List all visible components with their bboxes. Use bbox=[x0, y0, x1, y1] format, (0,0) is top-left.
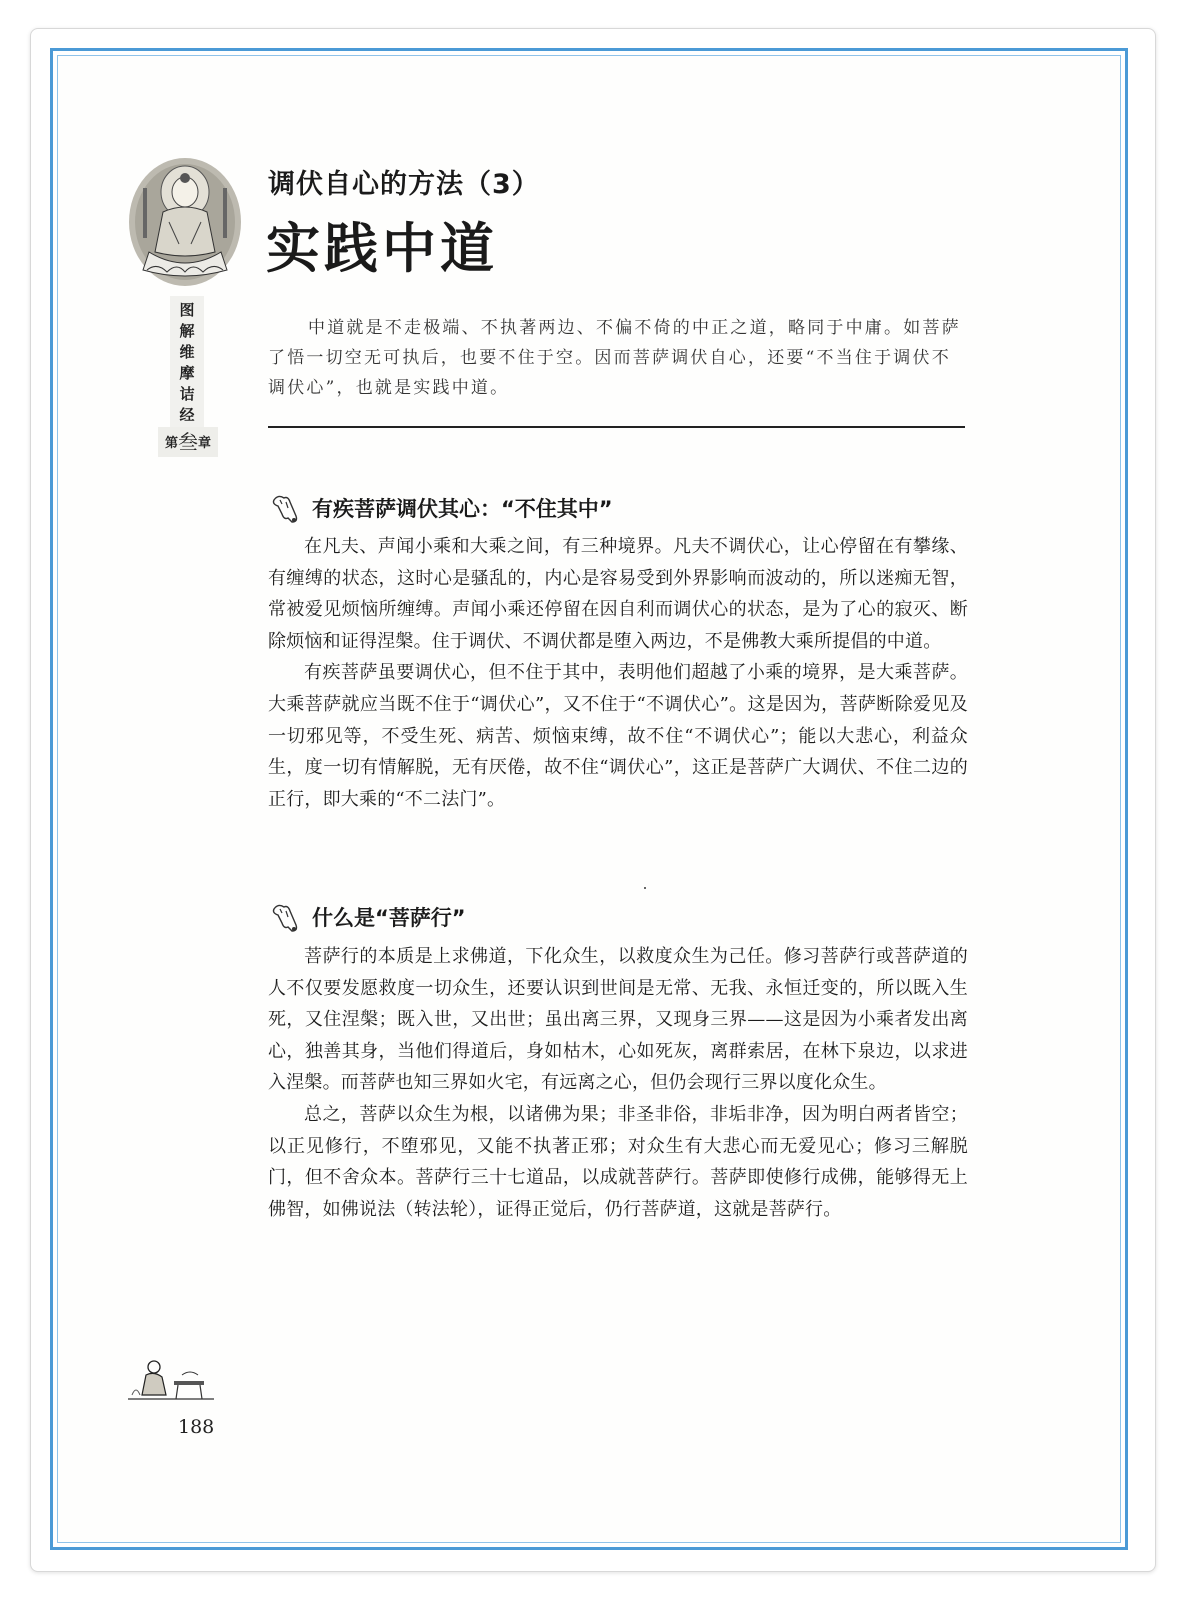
book-title-char: 经 bbox=[179, 406, 195, 424]
book-title-char: 摩 bbox=[179, 364, 195, 382]
section-subtitle: 调伏自心的方法（3） bbox=[268, 169, 540, 200]
page-number: 188 bbox=[178, 1416, 215, 1438]
chapter-suffix: 章 bbox=[198, 436, 212, 451]
section-heading-text: 有疾菩萨调伏其心：“不住其中” bbox=[312, 497, 613, 521]
sage-icon bbox=[270, 492, 304, 526]
scholar-illustration bbox=[124, 1355, 218, 1405]
buddha-illustration bbox=[127, 152, 243, 292]
book-title-vertical bbox=[170, 296, 204, 432]
section-body-2 bbox=[268, 941, 968, 1225]
book-title-char: 解 bbox=[179, 322, 195, 340]
intro-paragraph: 中道就是不走极端、不执著两边、不偏不倚的中正之道，略同于中庸。如菩萨了悟一切空无可执后，也要不住于空。因而菩萨调伏自心，还要“不当住于调伏不调伏心”，也就是实践中道。 bbox=[268, 318, 961, 398]
book-title-char: 图 bbox=[179, 301, 195, 319]
section-heading-text: 什么是“菩萨行” bbox=[312, 906, 466, 930]
divider-rule bbox=[268, 426, 965, 428]
section-body-1 bbox=[268, 531, 968, 815]
book-title-char: 维 bbox=[179, 343, 195, 361]
speck bbox=[644, 887, 646, 889]
body-paragraph: 在凡夫、声闻小乘和大乘之间，有三种境界。凡夫不调伏心，让心停留在有攀缘、有缠缚的状态，这时心是骚乱的，内心是容易受到外界影响而波动的，所以迷痴无智，常被爱见烦恼所缠缚。声闻小乘还停留在因自利而调伏心的状态，是为了心的寂灭、断除烦恼和证得涅槃。住于调伏、不调伏都是堕入两边，不是佛教大乘所提倡的中道。 bbox=[268, 536, 968, 652]
chapter-prefix: 第 bbox=[164, 436, 178, 451]
body-paragraph: 总之，菩萨以众生为根，以诸佛为果；非圣非俗，非垢非净，因为明白两者皆空；以正见修行，不堕邪见，又能不执著正邪；对众生有大悲心而无爱见心；修习三解脱门，但不舍众本。菩萨行三十七道品，以成就菩萨行。菩萨即使修行成佛，能够得无上佛智，如佛说法（转法轮），证得正觉后，仍行菩萨道，这就是菩萨行。 bbox=[268, 1103, 968, 1220]
sage-icon bbox=[270, 901, 304, 935]
body-paragraph: 菩萨行的本质是上求佛道，下化众生，以救度众生为己任。修习菩萨行或菩萨道的人不仅要发愿救度一切众生，还要认识到世间是无常、无我、永恒迁变的，所以既入生死，又住涅槃；既入世，又出世；虽出离三界，又现身三界——这是因为小乘者发出离心，独善其身，当他们得道后，身如枯木，心如死灰，离群索居，在林下泉边，以求进入涅槃。而菩萨也知三界如火宅，有远离之心，但仍会现行三界以度化众生。 bbox=[268, 946, 968, 1094]
body-paragraph: 有疾菩萨虽要调伏心，但不住于其中，表明他们超越了小乘的境界，是大乘菩萨。大乘菩萨就应当既不住于“调伏心”，又不住于“不调伏心”。这是因为，菩萨断除爱见及一切邪见等，不受生死、病苦、烦恼束缚，故不住“不调伏心”；能以大悲心，利益众生，度一切有情解脱，无有厌倦，故不住“调伏心”，这正是菩萨广大调伏、不住二边的正行，即大乘的“不二法门”。 bbox=[268, 662, 968, 810]
book-title-char: 诘 bbox=[179, 385, 195, 403]
page-title: 实践中道 bbox=[266, 217, 498, 280]
chapter-number: 叁 bbox=[178, 430, 198, 454]
chapter-label bbox=[158, 427, 218, 457]
